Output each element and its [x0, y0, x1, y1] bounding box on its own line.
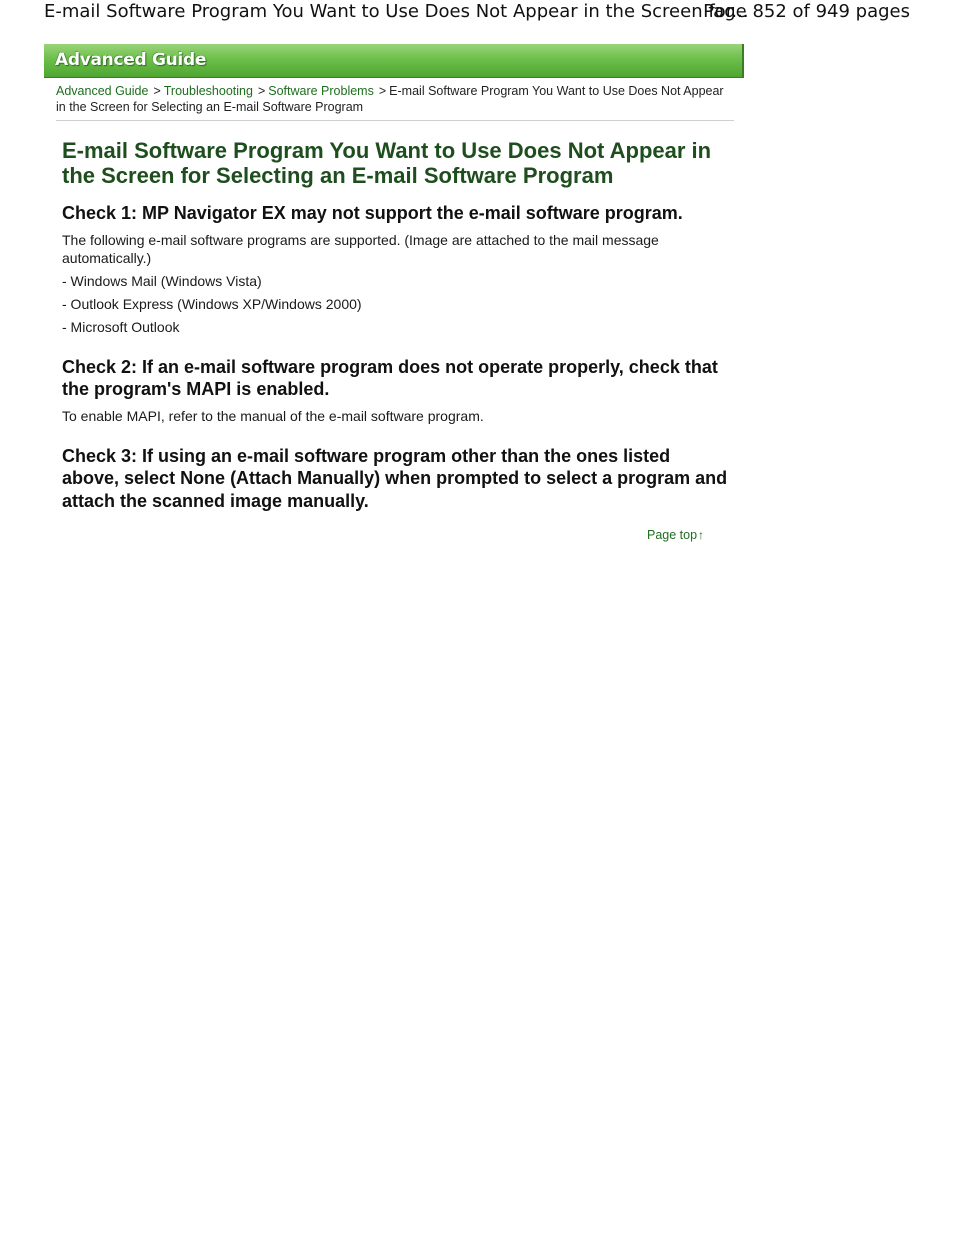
- main-content: [62, 138, 730, 532]
- list-item: - Outlook Express (Windows XP/Windows 2000): [62, 295, 362, 312]
- breadcrumb: [56, 83, 734, 121]
- breadcrumb-link-software-problems[interactable]: Software Problems: [268, 84, 374, 98]
- print-header-title: E-mail Software Program You Want to Use Does Not Appear in the Screen for...: [44, 1, 749, 22]
- check-2-body: To enable MAPI, refer to the manual of the e-mail software program.: [62, 407, 484, 424]
- breadcrumb-separator: >: [257, 84, 266, 98]
- breadcrumb-separator: >: [153, 84, 161, 98]
- breadcrumb-link-troubleshooting[interactable]: Troubleshooting: [163, 84, 253, 98]
- check-2-heading: Check 2: If an e-mail software program does not operate properly, check that the program's MAPI is enabled.: [62, 356, 718, 399]
- page-top-label: Page top: [647, 528, 698, 542]
- page-count: Page 852 of 949 pages: [703, 1, 910, 22]
- banner-label: Advanced Guide: [55, 50, 207, 70]
- breadcrumb-current: E-mail Software Program You Want to Use Does Not Appear in the Screen for Selecting an E-mail Software Program: [56, 84, 724, 114]
- check-3-section: [62, 445, 730, 513]
- check-1-section: [62, 202, 730, 336]
- advanced-guide-banner: [44, 44, 744, 78]
- list-item: - Microsoft Outlook: [62, 318, 180, 335]
- breadcrumb-link-advanced-guide[interactable]: Advanced Guide: [56, 84, 149, 98]
- page-top-link[interactable]: [647, 527, 704, 543]
- breadcrumb-separator: >: [378, 84, 387, 98]
- print-header: [44, 0, 910, 26]
- check-1-body: The following e-mail software programs are supported. (Image are attached to the mail message automatically.): [62, 231, 659, 266]
- check-2-section: [62, 356, 730, 425]
- check-1-heading: Check 1: MP Navigator EX may not support the e-mail software program.: [62, 203, 683, 223]
- up-arrow-icon: ↑: [698, 528, 705, 542]
- list-item: - Windows Mail (Windows Vista): [62, 272, 262, 289]
- check-3-heading: Check 3: If using an e-mail software program other than the ones listed above, select None (Attach Manually) when prompted to select a program and attach the scanned image manually.: [62, 445, 728, 511]
- page-title: E-mail Software Program You Want to Use Does Not Appear in the Screen for Selecting an E-mail Software Program: [62, 138, 712, 188]
